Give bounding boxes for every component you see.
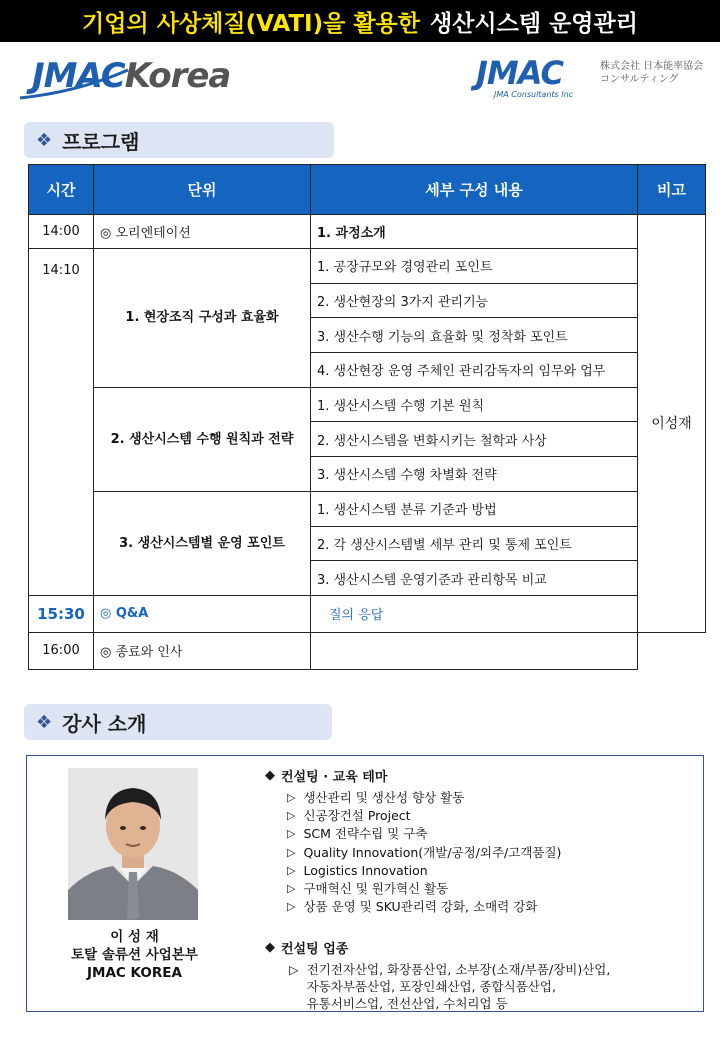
list-item [287,862,695,880]
industry-block [265,938,695,1012]
instructor-info [265,766,695,1012]
industry-title: 컨설팅 업종 [281,942,349,958]
instructor-name: 이 성 재 [110,929,159,945]
table-row [29,595,706,632]
industry-line: 유통서비스업, 전선산업, 수처리업 등 [306,996,508,1012]
triangle-bullet-icon: ▷ [287,882,296,896]
list-item [287,825,695,843]
list-item [287,898,695,916]
theme-text: Quality Innovation(개발/공정/외주/고객품질) [303,844,562,860]
triangle-bullet-icon: ▷ [287,791,296,804]
portrait-icon [68,768,198,920]
unit-cell: ◎ 종료와 인사 [94,632,311,669]
detail-cell: 2. 생산현장의 3가지 관리기능 [311,283,638,318]
list-item [287,844,695,862]
logo-jp-line2: コンサルティング [600,74,679,85]
detail-cell: 3. 생산수행 기능의 효율화 및 정착화 포인트 [311,318,638,353]
diamond-bullet-icon: ❖ [36,711,53,733]
table-header-row [29,165,706,215]
detail-cell: 1. 과정소개 [311,215,638,249]
detail-cell: 1. 공장규모와 경영관리 포인트 [311,249,638,284]
industry-line: 자동차부품산업, 포장인쇄산업, 종합식품산업, [306,979,556,995]
table-row [29,491,706,526]
unit-cell: 2. 생산시스템 수행 원칙과 전략 [94,387,311,491]
industry-list [289,961,695,1012]
detail-cell [311,632,638,669]
logo-right-sub: JMA Consultants Inc [494,90,574,99]
jmac-logo [470,52,715,102]
title-banner [0,0,720,42]
table-row [29,387,706,422]
logo-right-jp [600,60,703,86]
theme-heading [265,766,695,785]
table-row [29,215,706,249]
instructor-section-title: 강사 소개 [62,711,147,736]
title-part-1: 기업의 사상체질(VATI)을 활용한 [82,10,420,37]
program-table [28,164,706,670]
title-part-2: 생산시스템 운영관리 [429,10,638,37]
theme-text: 상품 운영 및 SKU관리력 강화, 소매력 강화 [303,899,538,915]
time-cell: 14:10 [29,249,94,596]
logo-jp-line1: 株式会社 日本能率協会 [600,61,704,72]
jmac-korea-logo [18,52,268,102]
list-item [287,789,695,807]
time-cell: 14:00 [29,215,94,249]
logo-left-main: JMAC [32,56,125,96]
col-header-time: 시간 [29,165,94,215]
detail-cell: 질의 응답 [311,595,638,632]
industry-heading [265,938,695,957]
program-section-header [24,122,334,158]
time-cell: 15:30 [29,595,94,632]
unit-cell: ◎ Q&A [94,595,311,632]
table-row [29,249,706,284]
diamond-bullet-icon: ◆ [265,940,275,956]
instructor-company: JMAC KOREA [87,965,182,981]
triangle-bullet-icon: ▷ [287,827,296,841]
logo-left-sub: Korea [124,56,231,96]
detail-cell: 4. 생산현장 운영 주체인 관리감독자의 임무와 업무 [311,353,638,388]
theme-text: 구매혁신 및 원가혁신 활동 [303,881,449,897]
instructor-name-block [27,928,242,982]
col-header-detail: 세부 구성 내용 [311,165,638,215]
detail-cell: 1. 생산시스템 수행 기본 원칙 [311,387,638,422]
unit-cell: 3. 생산시스템별 운영 포인트 [94,491,311,595]
theme-title: 컨설팅 · 교육 테마 [281,770,388,785]
detail-cell: 2. 생산시스템을 변화시키는 철학과 사상 [311,422,638,457]
triangle-bullet-icon: ▷ [287,863,296,877]
detail-cell: 3. 생산시스템 운영기준과 관리항목 비교 [311,561,638,596]
detail-cell: 1. 생산시스템 분류 기준과 방법 [311,491,638,526]
instructor-box [26,755,704,1012]
col-header-remark: 비고 [638,165,706,215]
triangle-bullet-icon: ▷ [287,845,296,859]
detail-cell: 2. 각 생산시스템별 세부 관리 및 통제 포인트 [311,526,638,561]
table-row [29,632,706,669]
theme-list [287,789,695,916]
triangle-bullet-icon: ▷ [287,900,296,914]
instructor-section-header [24,704,332,740]
time-cell: 16:00 [29,632,94,669]
detail-cell: 3. 생산시스템 수행 차별화 전략 [311,457,638,492]
unit-cell: 1. 현장조직 구성과 효율화 [94,249,311,388]
theme-text: Logistics Innovation [303,862,428,878]
list-item [287,807,695,825]
diamond-bullet-icon: ◆ [265,768,275,783]
program-section-title: 프로그램 [62,129,140,154]
logo-right-main: JMAC [476,54,564,92]
theme-text: SCM 전략수립 및 구축 [303,826,428,842]
industry-line: 전기전자산업, 화장품산업, 소부장(소재/부품/장비)산업, [306,962,611,978]
theme-text: 생산관리 및 생산성 향상 활동 [303,790,465,805]
unit-cell: ◎ 오리엔테이션 [94,215,311,249]
triangle-bullet-icon: ▷ [287,809,296,823]
theme-text: 신공장건설 Project [303,808,411,824]
diamond-bullet-icon: ❖ [36,129,53,151]
list-item [287,880,695,898]
col-header-unit: 단위 [94,165,311,215]
instructor-photo [68,768,198,920]
remark-cell: 이성재 [638,215,706,633]
instructor-position: 토탈 솔류션 사업본부 [71,947,198,963]
triangle-bullet-icon: ▷ [289,962,299,978]
